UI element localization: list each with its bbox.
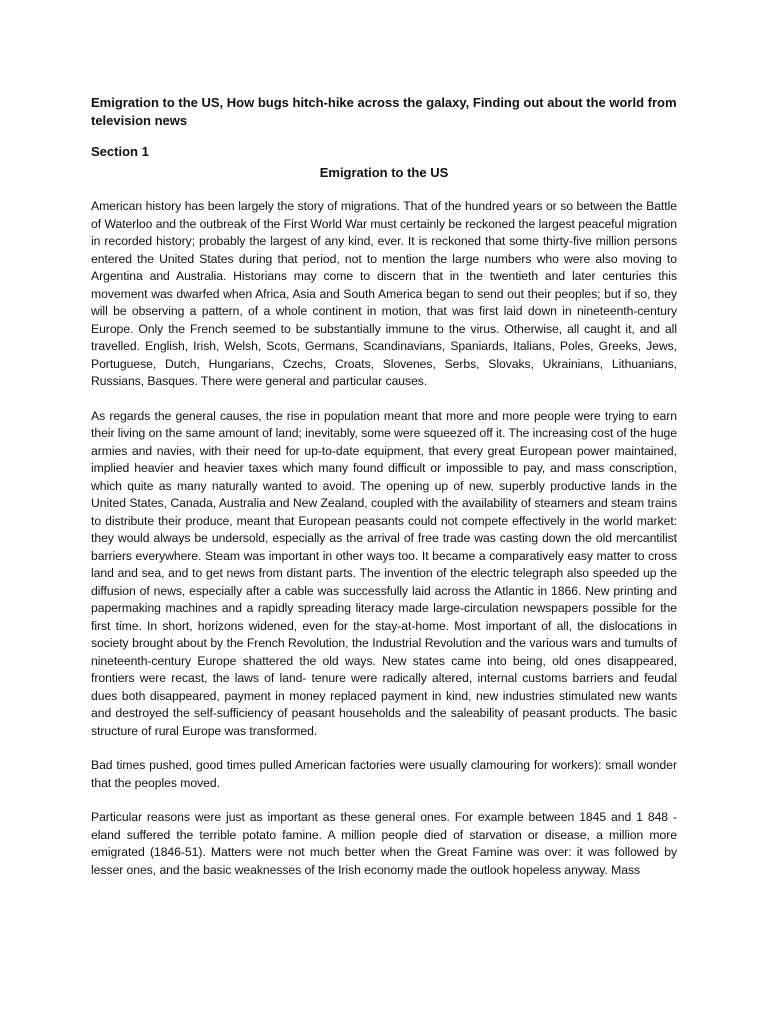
paragraph-4: Particular reasons were just as important as these general ones. For example between 1845 and 1 848 - eland suffered the terrible potato famine. A million people died of starvation or disease, a million more emigrated (1846-51). Matters were not much better when the Great Famine was over: it was followed by lesser ones, and the basic weaknesses of the Irish economy made the outlook hopeless anyway. Mass xyxy=(91,810,677,877)
paragraph-2: As regards the general causes, the rise in population meant that more and more people were trying to earn their living on the same amount of land; inevitably, some were squeezed off it. The increasing cost of the huge armies and navies, with their need for up-to-date equipment, that every great European power maintained, implied heavier and heavier taxes which many found difficult or impossible to pay, and mass conscription, which quite as many naturally wanted to avoid. The opening up of new, superbly productive lands in the United States, Canada, Australia and New Zealand, coupled with the availability of steamers and steam trains to distribute their produce, meant that European peasants could not compete effectively in the world market: they would always be undersold, especially as the arrival of free trade was casting down the old mercantilist barriers everywhere. Steam was important in other ways too. It became a comparatively easy matter to cross land and sea, and to get news from distant parts. The invention of the electric telegraph also speeded up the diffusion of news, especially after a cable was successfully laid across the Atlantic in 1866. New printing and papermaking machines and a rapidly spreading literacy made large-circulation newspapers possible for the first time. In short, horizons widened, even for the stay-at-home. Most important of all, the dislocations in society brought about by the French Revolution, the Industrial Revolution and the various wars and tumults of nineteenth-century Europe shattered the old ways. New states came into being, old ones disappeared, frontiers were recast, the laws of land- tenure were radically altered, internal customs barriers and feudal dues both disappeared, payment in money replaced payment in kind, new industries stimulated new wants and destroyed the self-sufficiency of peasant households and the saleability of peasant products. The basic structure of rural Europe was transformed. xyxy=(91,408,677,738)
paragraph-3: Bad times pushed, good times pulled American factories were usually clamouring for workers): small wonder that the peoples moved. xyxy=(91,758,677,790)
section-title: Emigration to the US xyxy=(319,164,449,180)
document-body xyxy=(91,94,677,879)
document-title: Emigration to the US, How bugs hitch-hike across the galaxy, Finding out about the world from television news xyxy=(91,95,677,128)
paragraph-1: American history has been largely the story of migrations. That of the hundred years or so between the Battle of Waterloo and the outbreak of the First World War must certainly be reckoned the largest peaceful migration in recorded history; probably the largest of any kind, ever. It is reckoned that some thirty-five million persons entered the United States during that period, not to mention the large numbers who were also moving to Argentina and Australia. Historians may come to discern that in the twentieth and later centuries this movement was dwarfed when Africa, Asia and South America began to send out their peoples; but if so, they will be observing a pattern, of a whole continent in motion, that was first laid down in nineteenth-century Europe. Only the French seemed to be substantially immune to the virus. Otherwise, all caught it, and all travelled. English, Irish, Welsh, Scots, Germans, Scandinavians, Spaniards, Italians, Poles, Greeks, Jews, Portuguese, Dutch, Hungarians, Czechs, Croats, Slovenes, Serbs, Slovaks, Ukrainians, Lithuanians, Russians, Basques. There were general and particular causes. xyxy=(91,199,677,388)
section-label: Section 1 xyxy=(91,144,149,159)
